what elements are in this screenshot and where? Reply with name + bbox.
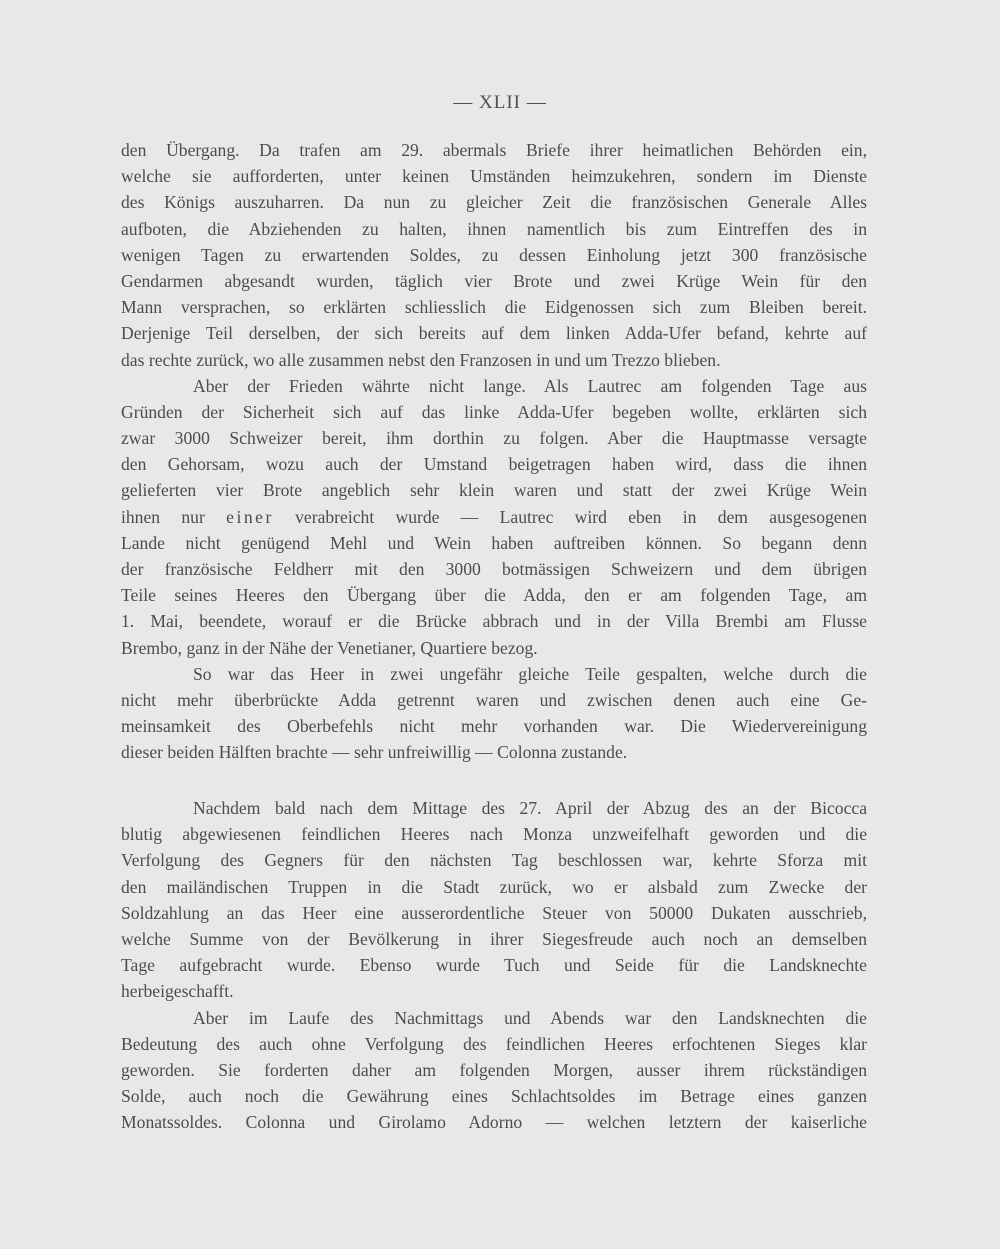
text-line: Brembo, ganz in der Nähe der Venetianer, Quartiere bezog. — [121, 637, 538, 658]
text-line: wenigen Tagen zu erwartenden Soldes, zu dessen Einholung jetzt 300 französische — [121, 244, 867, 265]
text-line: Bedeutung des auch ohne Verfolgung des feindlichen Heeres erfochtenen Sieges klar — [121, 1033, 867, 1054]
text-line: des Königs auszuharren. Da nun zu gleicher Zeit die französischen Generale Alles — [121, 192, 867, 213]
paragraph-start-line: So war das Heer in zwei ungefähr gleiche Teile gespalten, welche durch die — [193, 663, 867, 684]
paragraph-start-line: Nachdem bald nach dem Mittage des 27. April der Abzug des an der Bicocca — [193, 798, 867, 818]
text-line: Tage aufgebracht wurde. Ebenso wurde Tuch und Seide für die Landsknechte — [121, 955, 867, 976]
text-line: dieser beiden Hälften brachte — sehr unfreiwillig — Colonna zustande. — [121, 742, 628, 763]
text-section-2 — [121, 795, 867, 1135]
text-line: herbeigeschafft. — [121, 981, 234, 1002]
text-line: Verfolgung des Gegners für den nächsten Tag beschlossen war, kehrte Sforza mit — [121, 850, 867, 871]
text-line: Solde, auch noch die Gewährung eines Schlachtsoldes im Betrage eines ganzen — [121, 1086, 867, 1107]
text-line-with-emphasis — [121, 504, 867, 530]
text-line: Derjenige Teil derselben, der sich bereits auf dem linken Adda-Ufer befand, kehrte auf — [121, 323, 867, 344]
text-line: Gendarmen abgesandt wurden, täglich vier Brote und zwei Krüge Wein für den — [121, 270, 867, 291]
text-line: Gründen der Sicherheit sich auf das linke Adda-Ufer begeben wollte, erklärten sich — [121, 401, 867, 422]
text-line: Mann versprachen, so erklärten schliesslich die Eidgenossen sich zum Bleiben bereit. — [121, 297, 867, 318]
text-line: der französische Feldherr mit den 3000 botmässigen Schweizern und dem übrigen — [121, 559, 867, 579]
text-line: 1. Mai, beendete, worauf er die Brücke abbrach und in der Villa Brembi am Flusse — [121, 611, 867, 632]
paragraph-start-line: Aber im Laufe des Nachmittags und Abends war den Landsknechten die — [193, 1007, 867, 1028]
text-segment: verabreicht wurde — Lautrec wird eben in dem ausgesogenen — [273, 506, 867, 527]
text-line: nicht mehr überbrückte Adda getrennt waren und zwischen denen auch eine Ge- — [121, 689, 867, 710]
text-line: zwar 3000 Schweizer bereit, ihm dorthin zu folgen. Aber die Hauptmasse versagte — [121, 428, 867, 449]
text-segment: ihnen nur — [121, 506, 227, 527]
text-line: meinsamkeit des Oberbefehls nicht mehr vorhanden war. Die Wiedervereinigung — [121, 716, 867, 737]
text-line: den mailändischen Truppen in die Stadt zurück, wo er alsbald zum Zwecke der — [121, 876, 867, 897]
text-line: blutig abgewiesenen feindlichen Heeres nach Monza unzweifelhaft geworden und die — [121, 824, 867, 845]
text-line: geworden. Sie forderten daher am folgenden Morgen, ausser ihrem rückständigen — [121, 1059, 867, 1080]
page-number-header: — XLII — — [453, 92, 547, 113]
emphasized-word: einer — [226, 506, 274, 527]
text-line: den Gehorsam, wozu auch der Umstand beigetragen haben wird, dass die ihnen — [121, 454, 867, 475]
text-line: Lande nicht genügend Mehl und Wein haben auftreiben können. So begann denn — [121, 532, 867, 553]
text-line: welche sie aufforderten, unter keinen Umständen heimzukehren, sondern im Dienste — [121, 166, 867, 187]
text-section-1 — [121, 137, 867, 766]
text-line: welche Summe von der Bevölkerung in ihrer Siegesfreude auch noch an demselben — [121, 928, 867, 949]
text-line: den Übergang. Da trafen am 29. abermals Briefe ihrer heimatlichen Behörden ein, — [121, 140, 867, 160]
text-line: Monatssoldes. Colonna und Girolamo Adorno — welchen letztern der kaiserliche — [121, 1112, 867, 1133]
paragraph-start-line: Aber der Frieden währte nicht lange. Als Lautrec am folgenden Tage aus — [193, 375, 867, 396]
text-line: Soldzahlung an das Heer eine ausserordentliche Steuer von 50000 Dukaten ausschrieb, — [121, 902, 867, 923]
text-line: das rechte zurück, wo alle zusammen nebst den Franzosen in und um Trezzo blieben. — [121, 349, 721, 370]
text-line: gelieferten vier Brote angeblich sehr klein waren und statt der zwei Krüge Wein — [121, 480, 867, 501]
text-line: Teile seines Heeres den Übergang über die Adda, den er am folgenden Tage, am — [121, 585, 867, 606]
text-line: aufboten, die Abziehenden zu halten, ihnen namentlich bis zum Eintreffen des in — [121, 218, 867, 239]
